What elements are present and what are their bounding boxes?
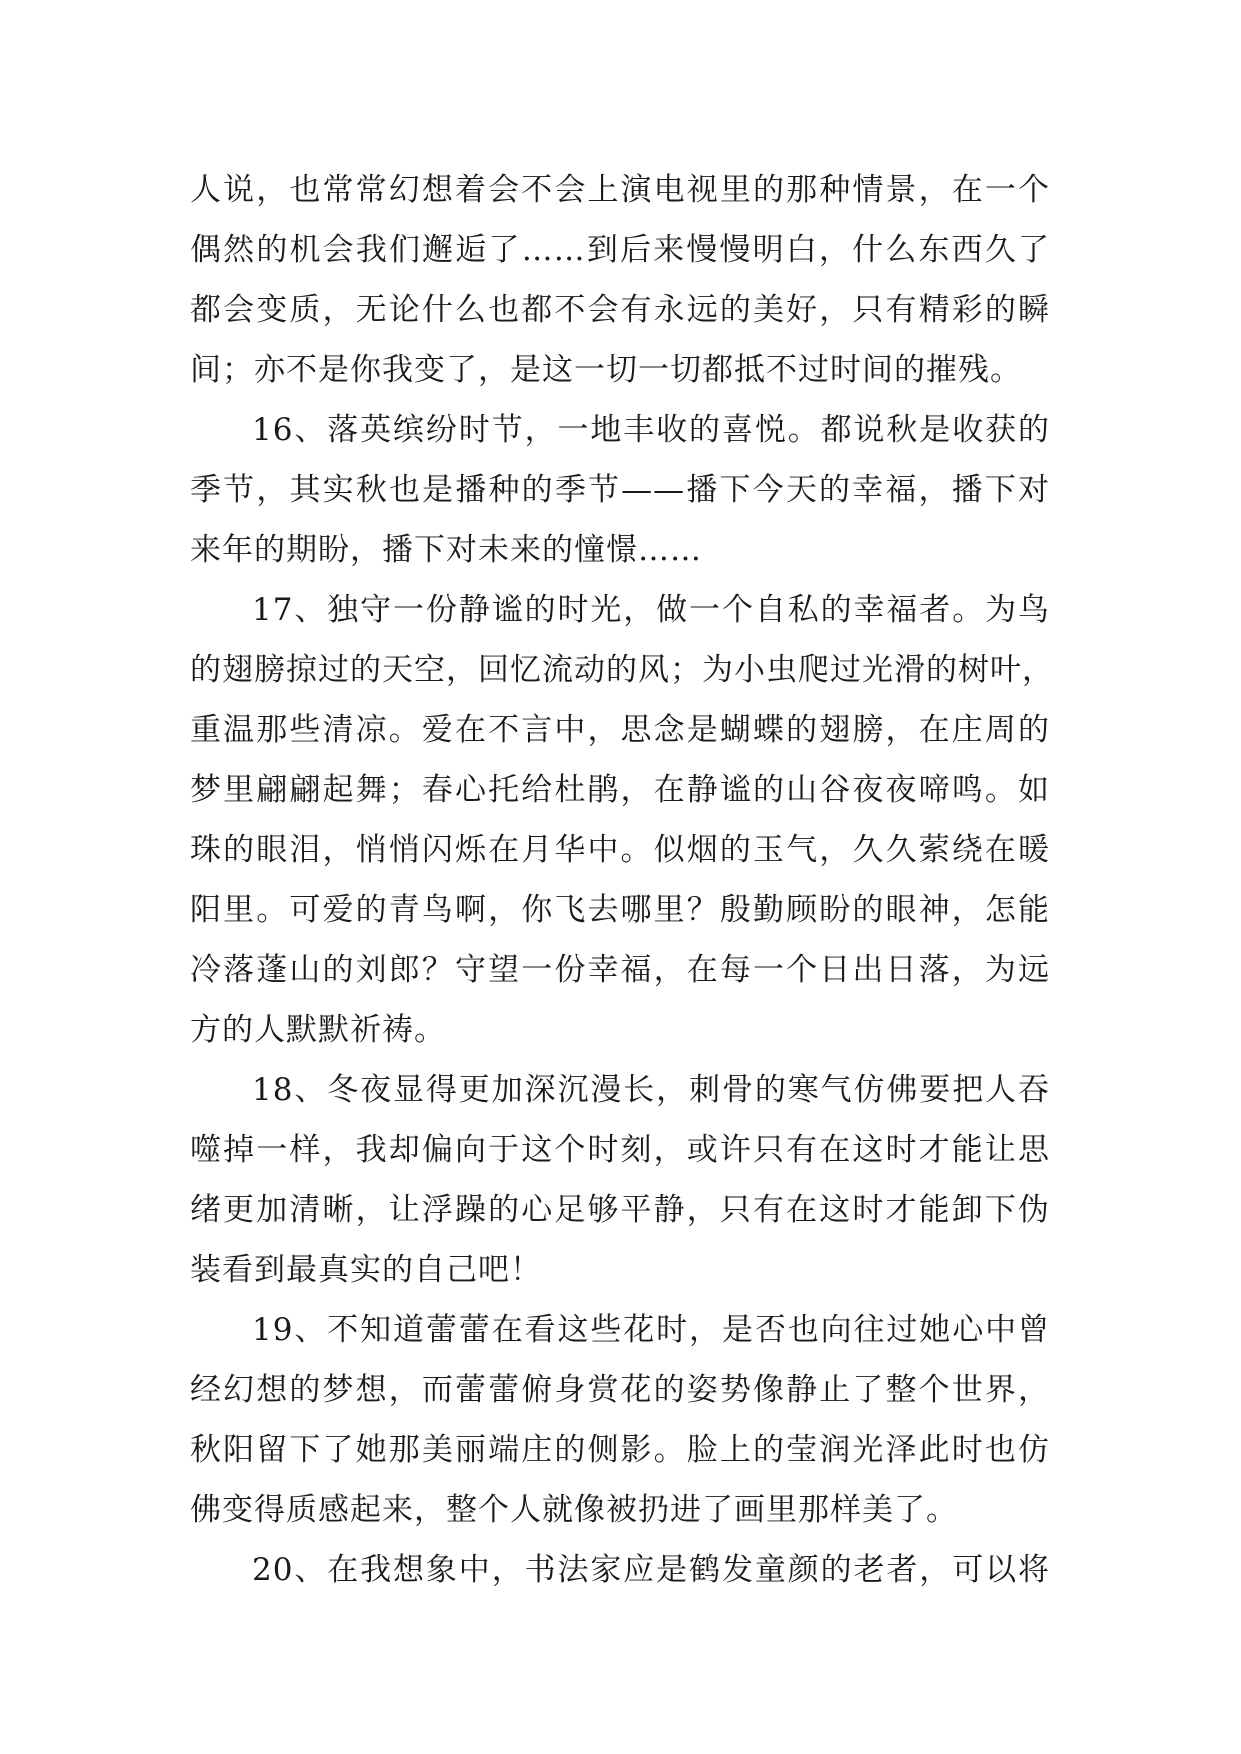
text-line: 阳里。可爱的青鸟啊，你飞去哪里？殷勤顾盼的眼神，怎能 [190, 892, 1050, 928]
text-line: 重温那些清凉。爱在不言中，思念是蝴蝶的翅膀，在庄周的 [190, 712, 1050, 748]
text-line: 方的人默默祈祷。 [190, 1012, 446, 1048]
text-line: 梦里翩翩起舞；春心托给杜鹃，在静谧的山谷夜夜啼鸣。如 [190, 772, 1050, 808]
paragraph-16-line: 16、落英缤纷时节，一地丰收的喜悦。都说秋是收获的 [252, 412, 1050, 448]
text-line: 都会变质，无论什么也都不会有永远的美好，只有精彩的瞬 [190, 292, 1050, 328]
text-line: 珠的眼泪，悄悄闪烁在月华中。似烟的玉气，久久萦绕在暖 [190, 832, 1050, 868]
text-line: 来年的期盼，播下对未来的憧憬…… [190, 532, 702, 568]
text-line: 的翅膀掠过的天空，回忆流动的风；为小虫爬过光滑的树叶， [190, 652, 1054, 688]
paragraph-19-line: 19、不知道蕾蕾在看这些花时，是否也向往过她心中曾 [252, 1312, 1050, 1348]
text-line: 绪更加清晰，让浮躁的心足够平静，只有在这时才能卸下伪 [190, 1192, 1050, 1228]
text-line: 佛变得质感起来，整个人就像被扔进了画里那样美了。 [190, 1492, 958, 1528]
paragraph-20-line: 20、在我想象中，书法家应是鹤发童颜的老者，可以将 [252, 1552, 1050, 1588]
text-line: 人说，也常常幻想着会不会上演电视里的那种情景，在一个 [190, 172, 1050, 208]
text-line: 间；亦不是你我变了，是这一切一切都抵不过时间的摧残。 [190, 352, 1022, 388]
paragraph-18-line: 18、冬夜显得更加深沉漫长，刺骨的寒气仿佛要把人吞 [252, 1072, 1050, 1108]
paragraph-17-line: 17、独守一份静谧的时光，做一个自私的幸福者。为鸟 [252, 592, 1050, 628]
text-line: 装看到最真实的自己吧！ [190, 1252, 542, 1288]
text-line: 噬掉一样，我却偏向于这个时刻，或许只有在这时才能让思 [190, 1132, 1050, 1168]
text-line: 偶然的机会我们邂逅了……到后来慢慢明白，什么东西久了 [190, 232, 1050, 268]
text-line: 经幻想的梦想，而蕾蕾俯身赏花的姿势像静止了整个世界， [190, 1372, 1050, 1408]
text-line: 季节，其实秋也是播种的季节——播下今天的幸福，播下对 [190, 472, 1050, 508]
document-body [190, 160, 1054, 1600]
text-line: 冷落蓬山的刘郎？守望一份幸福，在每一个日出日落，为远 [190, 952, 1050, 988]
text-line: 秋阳留下了她那美丽端庄的侧影。脸上的莹润光泽此时也仿 [190, 1432, 1050, 1468]
